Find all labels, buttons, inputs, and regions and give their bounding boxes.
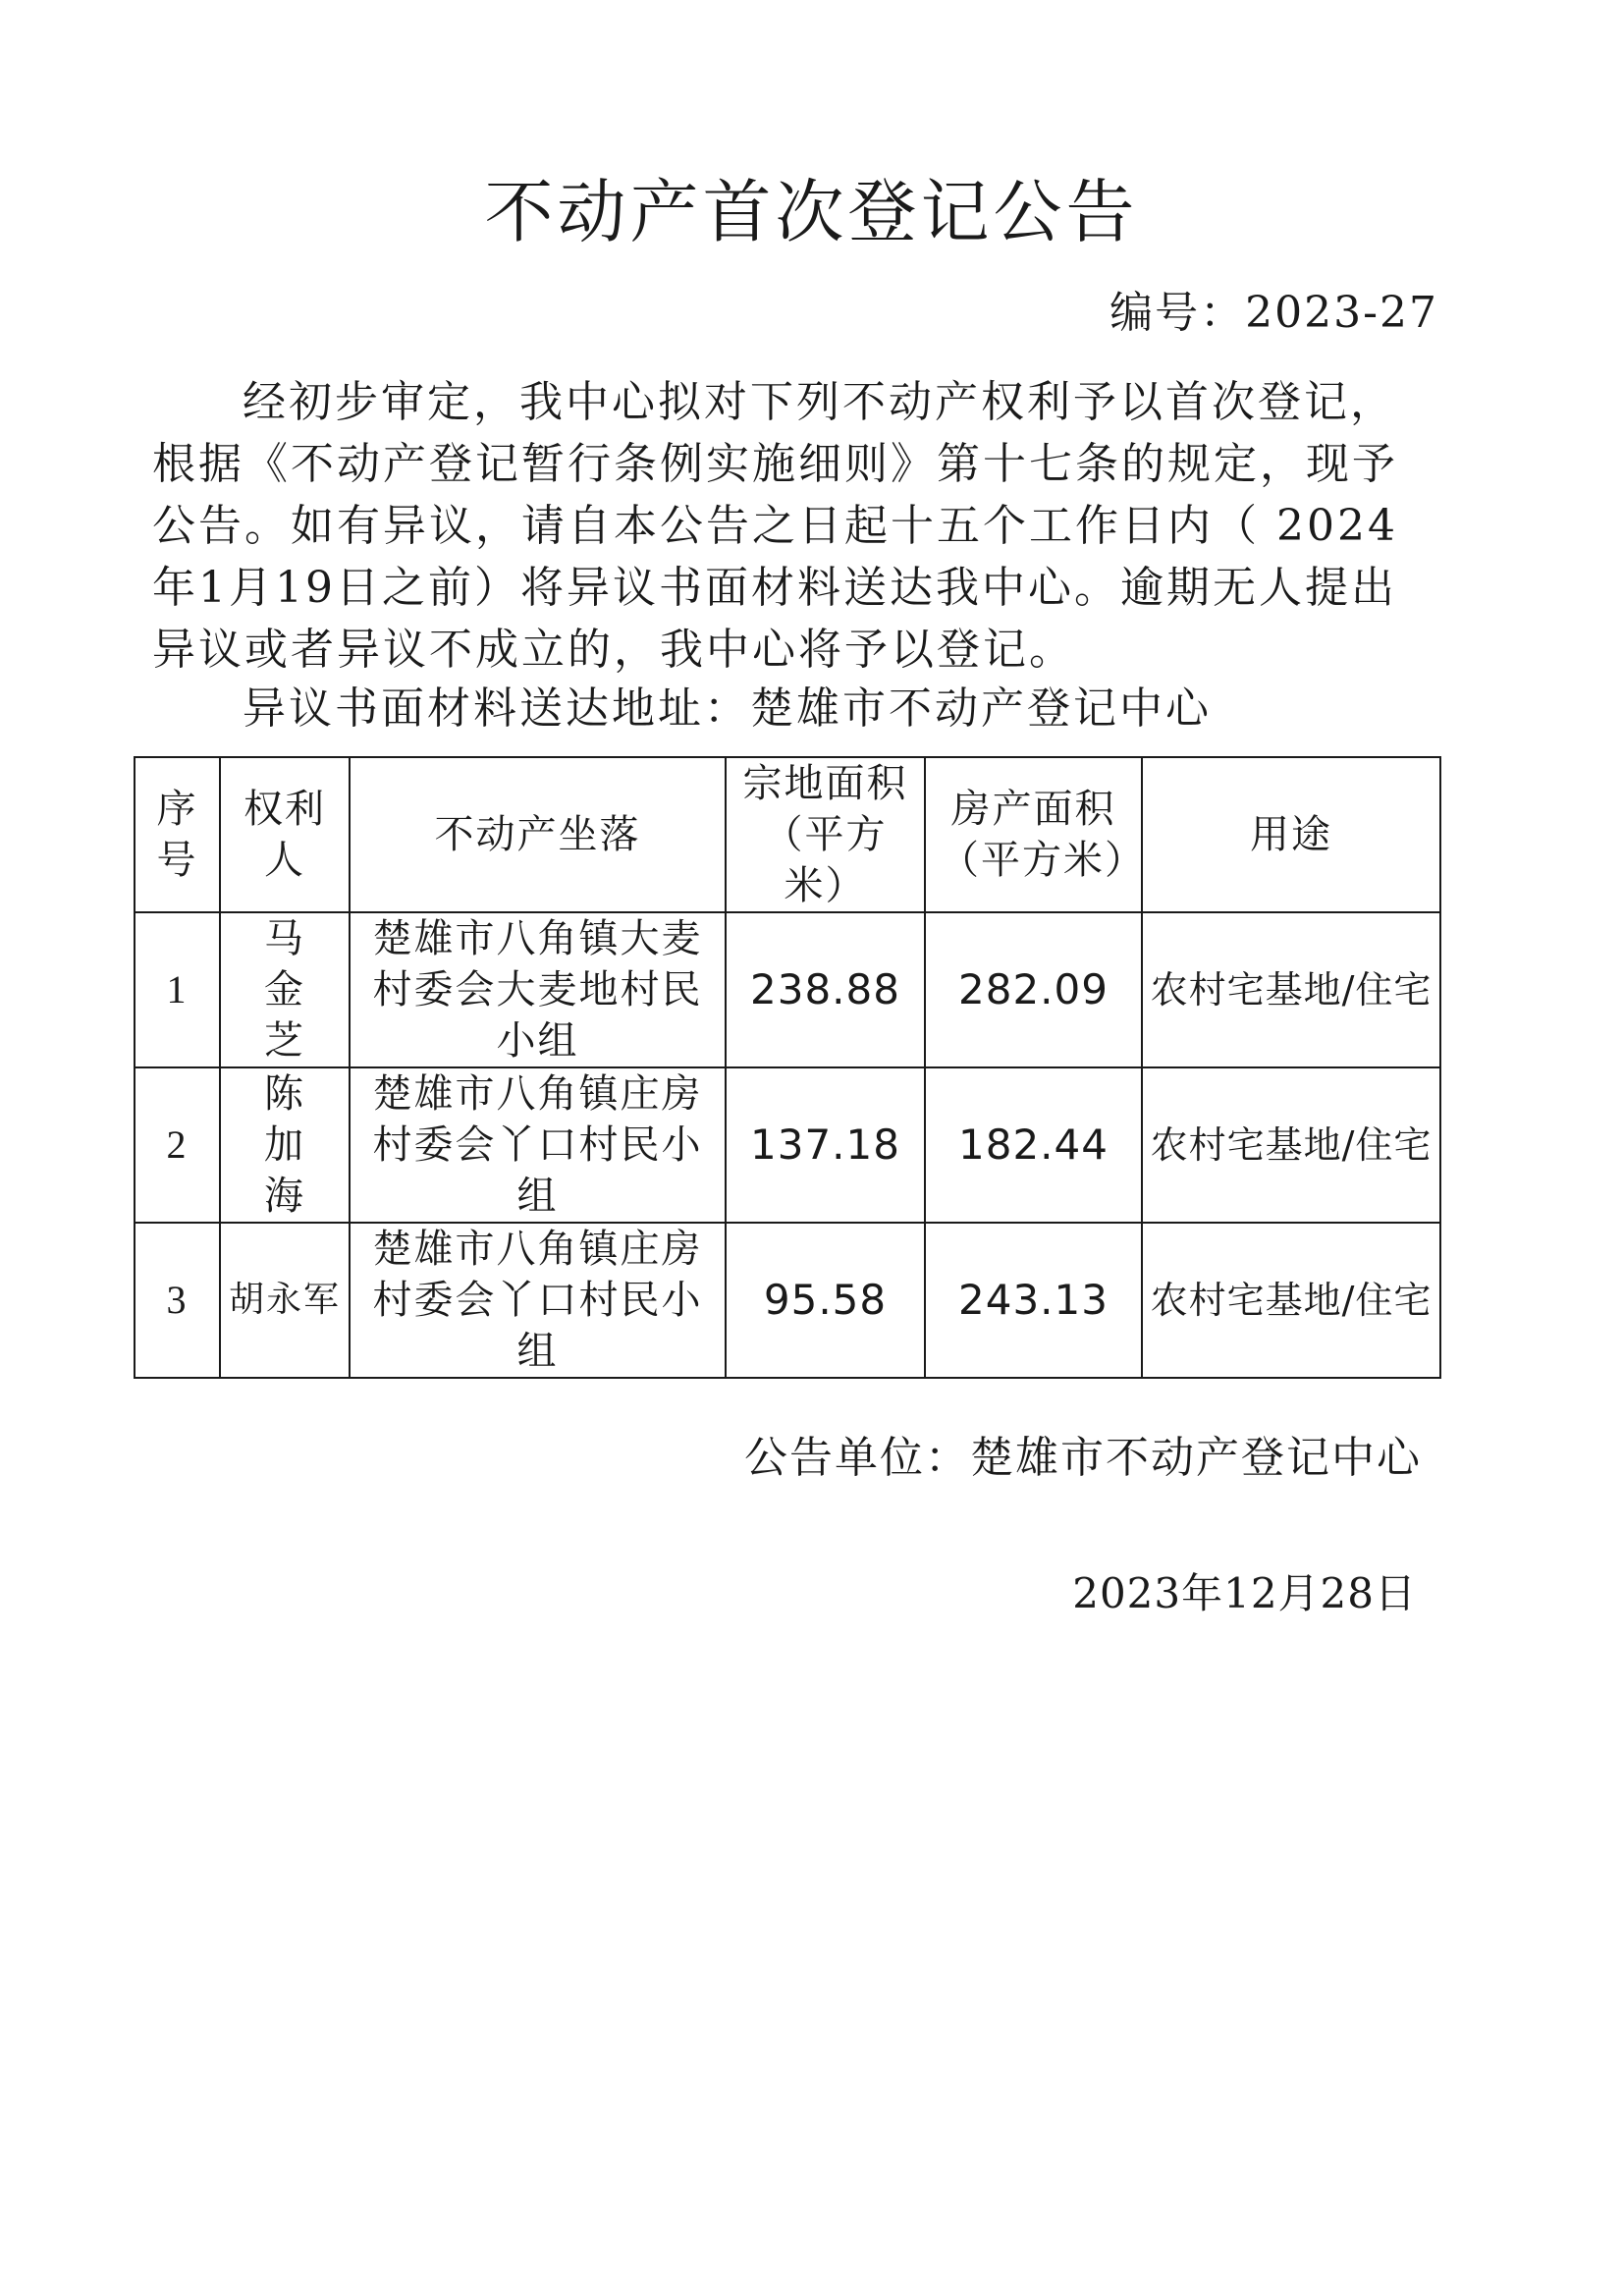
- table-row: [135, 1223, 1440, 1378]
- document-number: 编号：2023-27: [1109, 288, 1438, 338]
- row-holder: 陈加海: [220, 1067, 350, 1223]
- table-row: [135, 1067, 1440, 1223]
- row-location: 楚雄市八角镇庄房村委会丫口村民小组: [350, 1067, 726, 1223]
- row-usage: 农村宅基地/住宅: [1142, 1223, 1440, 1378]
- header-usage: 用途: [1142, 757, 1440, 912]
- row-seq: 1: [135, 912, 220, 1067]
- notice-paragraph-1-text: 经初步审定，我中心拟对下列不动产权利予以首次登记，根据《不动产登记暂行条例实施细则》第十七条的规定，现予公告。如有异议，请自本公告之日起十五个工作日内（ 2024 年1月19日之前）将异议书面材料送达我中心。逾期无人提出异议或者异议不成立的，我中心将予以登记。: [152, 377, 1398, 675]
- row-location: 楚雄市八角镇庄房村委会丫口村民小组: [350, 1223, 726, 1378]
- row-land-area: 95.58: [726, 1223, 925, 1378]
- row-seq: 3: [135, 1223, 220, 1378]
- row-location: 楚雄市八角镇大麦村委会大麦地村民小组: [350, 912, 726, 1067]
- header-location: 不动产坐落: [350, 757, 726, 912]
- row-usage: 农村宅基地/住宅: [1142, 1067, 1440, 1223]
- row-land-area: 238.88: [726, 912, 925, 1067]
- header-building-area: 房产面积（平方米）: [925, 757, 1142, 912]
- publisher: 公告单位：楚雄市不动产登记中心: [744, 1433, 1422, 1483]
- row-building-area: 282.09: [925, 912, 1142, 1067]
- notice-title: 不动产首次登记公告: [484, 172, 1139, 252]
- table-header-row: [135, 757, 1440, 912]
- header-seq: 序号: [135, 757, 220, 912]
- notice-paragraph-2: [152, 678, 1419, 739]
- row-holder: 马金芝: [220, 912, 350, 1067]
- row-building-area: 243.13: [925, 1223, 1142, 1378]
- table-row: [135, 912, 1440, 1067]
- row-usage: 农村宅基地/住宅: [1142, 912, 1440, 1067]
- notice-paragraph-2-text: 异议书面材料送达地址：楚雄市不动产登记中心: [243, 683, 1212, 734]
- row-holder: 胡永军: [220, 1223, 350, 1378]
- header-holder: 权利人: [220, 757, 350, 912]
- notice-paragraph-1: [152, 371, 1419, 681]
- publish-date: 2023年12月28日: [1072, 1569, 1417, 1617]
- header-land-area: 宗地面积（平方米）: [726, 757, 925, 912]
- row-seq: 2: [135, 1067, 220, 1223]
- registration-table: [134, 756, 1441, 1379]
- row-building-area: 182.44: [925, 1067, 1142, 1223]
- row-land-area: 137.18: [726, 1067, 925, 1223]
